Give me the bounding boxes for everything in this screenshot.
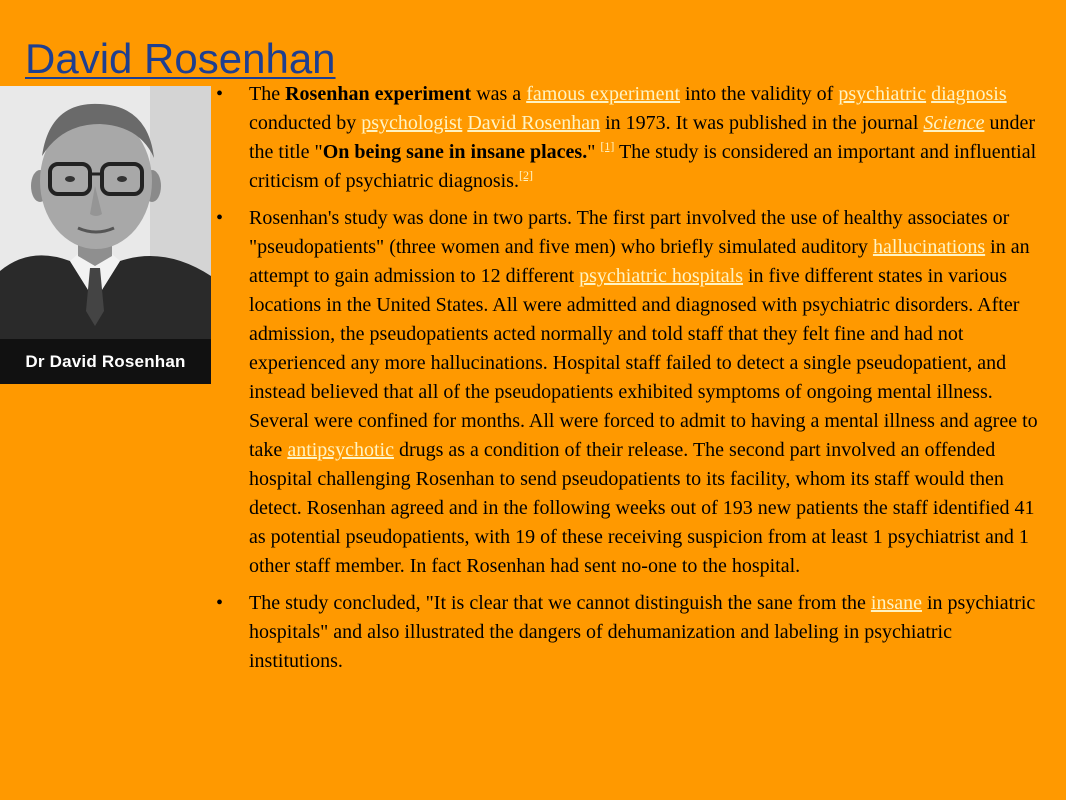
- text-link[interactable]: insane: [870, 592, 922, 614]
- text-link[interactable]: David Rosenhan: [467, 112, 601, 134]
- text-link[interactable]: hallucinations: [872, 236, 986, 258]
- bold-text: On being sane in insane places.: [322, 141, 588, 163]
- body-text: The study is considered an important and influential criticism of psychiatric diagnosis.: [249, 141, 1037, 192]
- body-text: under the title ": [249, 112, 1035, 163]
- text-link[interactable]: [1]: [600, 139, 615, 153]
- text-link[interactable]: Science: [923, 112, 985, 134]
- body-text: The: [249, 83, 286, 105]
- body-text: in an attempt to gain admission to 12 different: [249, 236, 1030, 287]
- body-text: into the validity of: [680, 83, 839, 105]
- citation-ref[interactable]: [519, 168, 533, 182]
- text-link[interactable]: antipsychotic: [287, 439, 394, 461]
- text-link[interactable]: psychiatric hospitals: [579, 265, 743, 287]
- text-link[interactable]: famous experiment: [526, 83, 681, 105]
- bullet-item-2: [214, 204, 1044, 581]
- text-link[interactable]: psychologist: [361, 112, 463, 134]
- body-text: in 1973. It was published in the journal: [600, 112, 924, 134]
- portrait-illustration: [0, 86, 211, 339]
- text-link[interactable]: psychiatric: [838, 83, 927, 105]
- bold-text: Rosenhan experiment: [285, 83, 472, 105]
- body-text: in psychiatric hospitals" and also illustrated the dangers of dehumanization and labeling in psychiatric institutions.: [249, 592, 1036, 672]
- body-text: in five different states in various locations in the United States. All were admitted and diagnosed with psychiatric disorders. After admission, the pseudopatients acted normally and told staff that they felt fine and had not experienced any more hallucinations. Hospital staff failed to detect a single pseudopatient, and instead believed that all of the pseudopatients exhibited symptoms of ongoing mental illness. Several were confined for months. All were forced to admit to having a mental illness and agree to take: [249, 265, 1038, 461]
- bullet-item-1: [214, 80, 1044, 196]
- text-link[interactable]: [2]: [518, 168, 533, 182]
- text-link[interactable]: diagnosis: [931, 83, 1007, 105]
- body-text: drugs as a condition of their release. The second part involved an offended hospital challenging Rosenhan to send pseudopatients to its facility, whom its staff would then detect. Rosenhan agreed and in the following weeks out of 193 new patients the staff identified 41 as potential pseudopatients, with 19 of these receiving suspicion from at least 1 psychiatrist and 1 other staff member. In fact Rosenhan had sent no-one to the hospital.: [249, 439, 1035, 577]
- bullet-item-3: [214, 589, 1044, 676]
- body-text: Rosenhan's study was done in two parts. The first part involved the use of healthy associates or "pseudopatients" (three women and five men) who briefly simulated auditory: [249, 207, 1010, 258]
- body-text: ": [587, 141, 601, 163]
- portrait-photo: [0, 86, 211, 384]
- citation-ref[interactable]: [600, 139, 614, 153]
- body-text: The study concluded, "It is clear that we cannot distinguish the sane from the: [249, 592, 871, 614]
- page-title[interactable]: David Rosenhan: [25, 35, 336, 82]
- body-text: conducted by: [249, 112, 362, 134]
- body-text: was a: [471, 83, 527, 105]
- bullet-list: [214, 80, 1044, 684]
- photo-caption: Dr David Rosenhan: [0, 339, 211, 384]
